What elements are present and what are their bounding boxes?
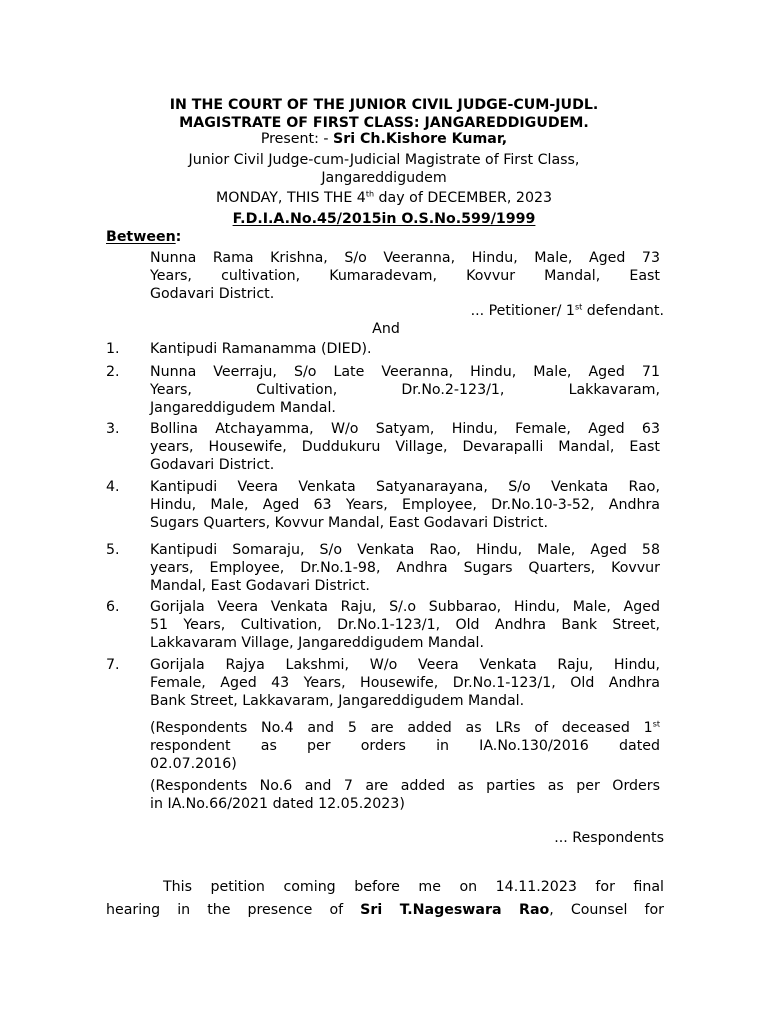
- designation-line2: Jangareddigudem: [321, 170, 447, 186]
- between-heading: [106, 228, 181, 246]
- petitioner-role-superscript: st: [574, 302, 583, 312]
- note-superscript: st: [652, 719, 660, 729]
- note-line: (Respondents No.6 and 7 are added as parties as per Orders: [150, 778, 660, 794]
- note-line: [150, 719, 660, 737]
- and-label: And: [372, 321, 400, 337]
- respondent-entry: [150, 598, 660, 652]
- court-heading-line1: IN THE COURT OF THE JUNIOR CIVIL JUDGE-CUM-JUDL.: [169, 97, 599, 113]
- petitioner-role: [471, 302, 664, 320]
- note-line-text: (Respondents No.4 and 5 are added as LRs of deceased 1: [150, 720, 653, 736]
- respondent-entry: [150, 340, 660, 358]
- respondent-number: 2.: [106, 364, 120, 380]
- respondent-line: Mandal, East Godavari District.: [150, 578, 370, 594]
- respondent-entry: [150, 541, 660, 595]
- respondent-line: Kantipudi Ramanamma (DIED).: [150, 341, 372, 357]
- note-line: in IA.No.66/2021 dated 12.05.2023): [150, 796, 405, 812]
- present-prefix: Present: -: [260, 131, 333, 147]
- respondent-line: Gorijala Veera Venkata Raju, S/.o Subbarao, Hindu, Male, Aged: [150, 599, 660, 615]
- respondent-line: Female, Aged 43 Years, Housewife, Dr.No.1-123/1, Old Andhra: [150, 675, 660, 691]
- respondents-role: ... Respondents: [554, 830, 664, 846]
- respondent-number: 4.: [106, 479, 120, 495]
- respondent-line: Kantipudi Somaraju, S/o Venkata Rao, Hindu, Male, Aged 58: [150, 542, 660, 558]
- respondent-line: Sugars Quarters, Kovvur Mandal, East Godavari District.: [150, 515, 548, 531]
- respondent-number: 6.: [106, 599, 120, 615]
- note-lrs-added: [150, 719, 660, 773]
- counsel-name: Sri T.Nageswara Rao: [360, 902, 550, 918]
- respondent-line: Lakkavaram Village, Jangareddigudem Mandal.: [150, 635, 485, 651]
- respondent-entry: [150, 478, 660, 532]
- petition-line2: [106, 899, 664, 922]
- designation: [0, 151, 768, 187]
- respondent-line: Bank Street, Lakkavaram, Jangareddigudem Mandal.: [150, 693, 525, 709]
- respondent-line: Gorijala Rajya Lakshmi, W/o Veera Venkata Raju, Hindu,: [150, 657, 660, 673]
- note-line: 02.07.2016): [150, 756, 237, 772]
- petition-line2-suffix: , Counsel for: [549, 902, 664, 918]
- petitioner-line: Nunna Rama Krishna, S/o Veeranna, Hindu, Male, Aged 73: [150, 250, 660, 266]
- respondent-number: 1.: [106, 341, 120, 357]
- date-superscript: th: [365, 189, 375, 199]
- respondent-line: Godavari District.: [150, 457, 275, 473]
- petition-line2-prefix: hearing in the presence of: [106, 902, 361, 918]
- respondent-number: 3.: [106, 421, 120, 437]
- respondent-line: Hindu, Male, Aged 63 Years, Employee, Dr.No.10-3-52, Andhra: [150, 497, 660, 513]
- case-number: [0, 210, 768, 228]
- respondent-number: 5.: [106, 542, 120, 558]
- respondent-number: 7.: [106, 657, 120, 673]
- petitioner-role-prefix: ... Petitioner/ 1: [470, 303, 575, 319]
- respondent-line: years, Housewife, Duddukuru Village, Devarapalli Mandal, East: [150, 439, 660, 455]
- present-line: [0, 130, 768, 148]
- court-heading-line2: MAGISTRATE OF FIRST CLASS: JANGAREDDIGUDEM.: [179, 115, 589, 131]
- petitioner-line: Godavari District.: [150, 286, 275, 302]
- respondent-line: Bollina Atchayamma, W/o Satyam, Hindu, Female, Aged 63: [150, 421, 660, 437]
- between-label: Between: [106, 229, 176, 245]
- date-suffix: day of DECEMBER, 2023: [374, 190, 553, 206]
- respondent-line: Nunna Veerraju, S/o Late Veeranna, Hindu, Male, Aged 71: [150, 364, 660, 380]
- petitioner-line: Years, cultivation, Kumaradevam, Kovvur Mandal, East: [150, 268, 660, 284]
- note-parties-added: [150, 777, 660, 813]
- respondent-line: Years, Cultivation, Dr.No.2-123/1, Lakkavaram,: [150, 382, 660, 398]
- respondent-entry: [150, 363, 660, 417]
- respondent-line: 51 Years, Cultivation, Dr.No.1-123/1, Old Andhra Bank Street,: [150, 617, 660, 633]
- date-line: [0, 189, 768, 207]
- petitioner-role-suffix: defendant.: [582, 303, 664, 319]
- respondent-line: years, Employee, Dr.No.1-98, Andhra Sugars Quarters, Kovvur: [150, 560, 660, 576]
- petition-line1: This petition coming before me on 14.11.2023 for final: [163, 879, 664, 895]
- case-number-text: F.D.I.A.No.45/2015in O.S.No.599/1999: [232, 211, 536, 227]
- designation-line1: Junior Civil Judge-cum-Judicial Magistrate of First Class,: [188, 152, 580, 168]
- respondent-line: Kantipudi Veera Venkata Satyanarayana, S/o Venkata Rao,: [150, 479, 660, 495]
- between-colon: :: [175, 229, 182, 245]
- court-heading: [0, 96, 768, 132]
- respondent-line: Jangareddigudem Mandal.: [150, 400, 336, 416]
- respondent-entry: [150, 420, 660, 474]
- date-prefix: MONDAY, THIS THE 4: [215, 190, 366, 206]
- note-line: respondent as per orders in IA.No.130/2016 dated: [150, 738, 660, 754]
- petition-paragraph: [106, 876, 664, 922]
- respondent-entry: [150, 656, 660, 710]
- presiding-judge-name: Sri Ch.Kishore Kumar,: [333, 131, 508, 147]
- petitioner-block: [150, 249, 660, 303]
